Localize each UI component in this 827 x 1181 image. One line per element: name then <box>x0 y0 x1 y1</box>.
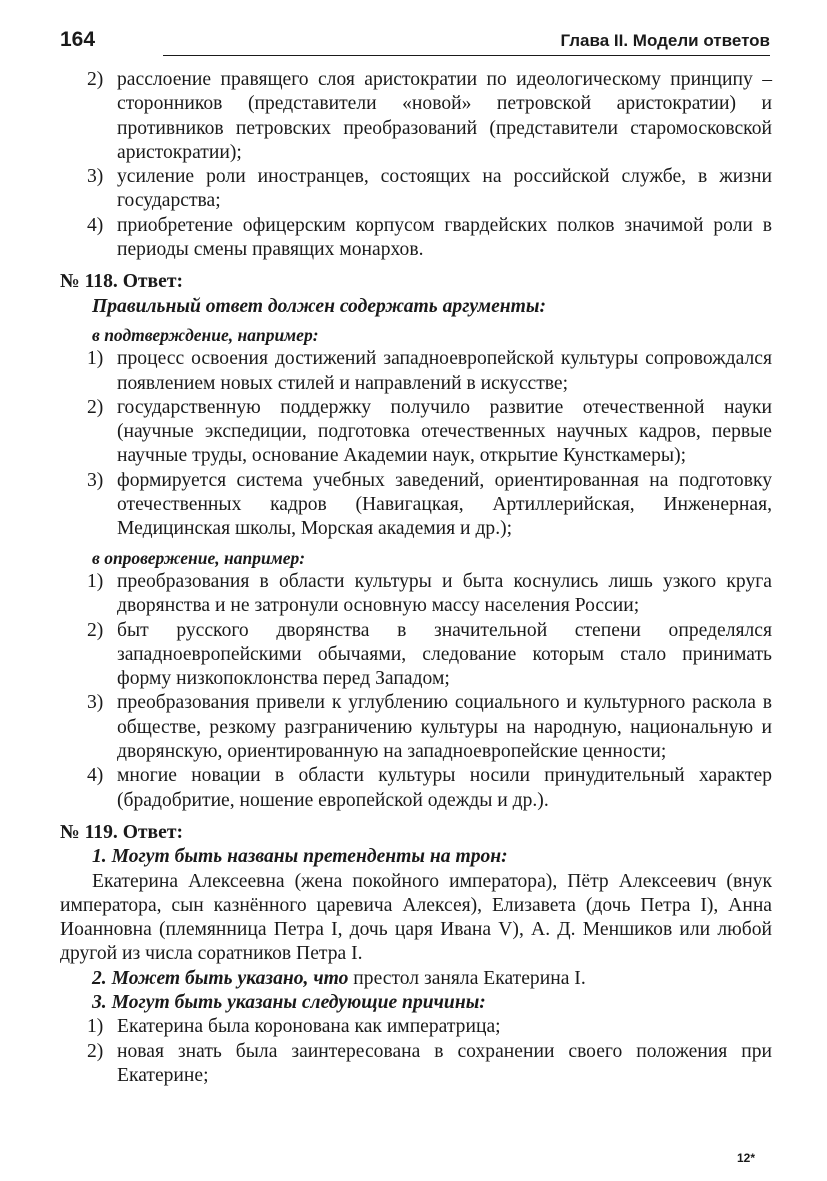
answer-119-heading: № 119. Ответ: <box>60 821 183 843</box>
point-2 <box>60 967 772 991</box>
list-item <box>60 764 772 813</box>
list-item-text: расслоение правящего слоя аристократии по идеологическому принципу – сторонников (представители «новой» петровской аристократии) и противников петровских преобразований (представители старомосковской аристократии); <box>117 69 772 163</box>
page-content <box>60 68 772 1088</box>
list-item-number: 2) <box>87 619 104 641</box>
list-item-number: 2) <box>87 396 104 418</box>
answer-118-heading: № 118. Ответ: <box>60 271 183 293</box>
point-1-text: Екатерина Алексеевна (жена покойного императора), Пётр Алексеевич (внук императора, сын казнённого царевича Алексея), Елизавета (дочь Петра I), Анна Иоанновна (племянница Петра I, дочь царя Ивана V), А. Д. Меншиков или любой другой из числа соратников Петра I. <box>60 870 772 965</box>
list-item <box>60 1015 772 1039</box>
list-item-text: усиление роли иностранцев, состоящих на российской службе, в жизни государства; <box>117 166 772 212</box>
refute-list <box>60 570 772 813</box>
list-item <box>60 68 772 165</box>
list-item-number: 1) <box>87 570 104 592</box>
list-item-number: 2) <box>87 1040 104 1062</box>
list-item-text: процесс освоения достижений западноевропейской культуры сопровождался появлением новых стилей и направлений в искусстве; <box>117 348 772 394</box>
list-item <box>60 469 772 542</box>
list-item-text: многие новации в области культуры носили принудительный характер (брадобритие, ношение европейской одежды и др.). <box>117 765 772 811</box>
answer-118-intro: Правильный ответ должен содержать аргументы: <box>92 295 547 317</box>
refute-label: в опровержение, например: <box>92 547 306 568</box>
list-item <box>60 691 772 764</box>
page-header <box>60 28 770 58</box>
confirm-label: в подтверждение, например: <box>92 324 319 345</box>
point-2-text: престол заняла Екатерина I. <box>348 967 586 989</box>
list-item-text: государственную поддержку получило развитие отечественной науки (научные экспедиции, подготовка отечественных научных кадров, первые научные труды, основание Академии наук, открытие Кунсткамеры); <box>117 396 772 467</box>
list-item-number: 3) <box>87 692 104 714</box>
list-item-text: преобразования в области культуры и быта коснулись лишь узкого круга дворянства и не затронули основную массу населения России; <box>117 570 772 617</box>
list-item-text: новая знать была заинтересована в сохранении своего положения при Екатерине; <box>117 1040 772 1086</box>
list-item <box>60 619 772 692</box>
point-3-label: 3. Могут быть указаны следующие причины: <box>92 991 486 1013</box>
list-item-number: 1) <box>87 1016 104 1038</box>
list-item <box>60 570 772 619</box>
list-item <box>60 165 772 214</box>
list-item <box>60 347 772 396</box>
point-3-list <box>60 1015 772 1088</box>
list-item <box>60 1040 772 1089</box>
sheet-signature-mark: 12* <box>736 1151 755 1165</box>
chapter-title: Глава II. Модели ответов <box>560 31 770 50</box>
list-item-number: 4) <box>87 214 104 236</box>
list-item-number: 3) <box>87 166 104 188</box>
list-item <box>60 214 772 263</box>
list-item-text: преобразования привели к углублению социального и культурного раскола в обществе, резкому разграничению культуры на народную, национальную и дворянскую, ориентированную на западноевропейские ценности; <box>117 692 772 763</box>
page-number: 164 <box>60 28 96 51</box>
list-item-text: быт русского дворянства в значительной степени определялся западноевропейскими обычаями, следование которым стало принимать форму низкопоклонства перед Западом; <box>117 619 772 690</box>
confirm-list <box>60 347 772 541</box>
list-item-number: 1) <box>87 348 104 370</box>
list-item <box>60 396 772 469</box>
point-2-label: 2. Может быть указано, что <box>92 967 349 989</box>
top-list <box>60 68 772 262</box>
list-item-text: приобретение офицерским корпусом гвардейских полков значимой роли в периоды смены правящих монархов. <box>117 214 772 261</box>
list-item-text: Екатерина была коронована как императрица; <box>117 1016 501 1038</box>
list-item-text: формируется система учебных заведений, ориентированная на подготовку отечественных кадров (Навигацкая, Артиллерийская, Инженерная, Медицинская школы, Морская академия и др.); <box>117 469 772 540</box>
list-item-number: 2) <box>87 69 104 90</box>
list-item-number: 4) <box>87 765 104 787</box>
list-item-number: 3) <box>87 469 104 491</box>
header-rule <box>163 55 770 56</box>
point-1-label: 1. Могут быть названы претенденты на трон: <box>92 846 508 868</box>
